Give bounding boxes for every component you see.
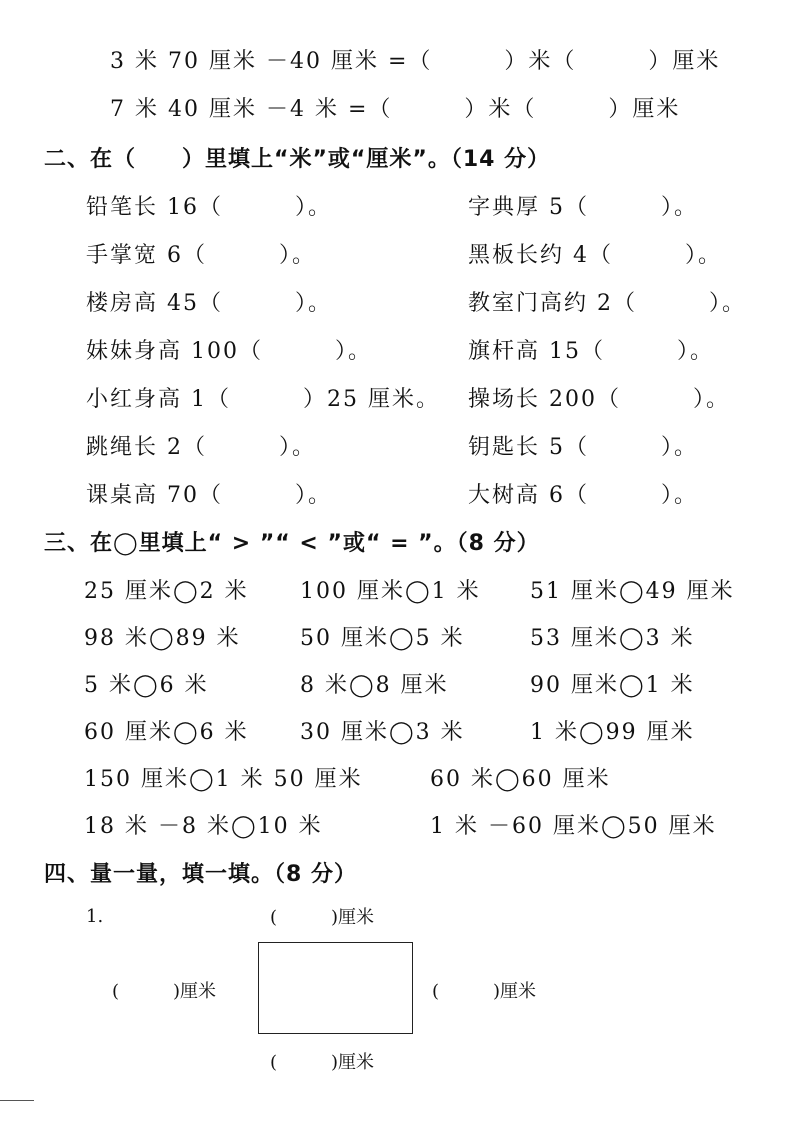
left-side-label: ( )厘米 xyxy=(112,981,217,1002)
fill-item: 手掌宽 6（ ）。 xyxy=(86,243,316,268)
top-side-label: ( )厘米 xyxy=(270,907,375,928)
compare-item: 50 厘米◯5 米 xyxy=(300,626,465,651)
compare-item: 1 米 －60 厘米◯50 厘米 xyxy=(430,814,717,839)
fill-item: 钥匙长 5（ ）。 xyxy=(468,435,698,460)
section-heading: 三、在◯里填上“ > ”“ < ”或“ = ”。（8 分） xyxy=(44,531,540,556)
item-number: 1. xyxy=(86,906,104,927)
fill-item: 铅笔长 16（ ）。 xyxy=(86,195,332,220)
compare-item: 18 米 －8 米◯10 米 xyxy=(84,814,323,839)
problem-line: 3 米 70 厘米 －40 厘米 =（ ）米（ ）厘米 xyxy=(110,49,721,74)
compare-item: 51 厘米◯49 厘米 xyxy=(530,579,735,604)
section-heading: 四、量一量，填一填。（8 分） xyxy=(44,862,357,887)
measure-rectangle xyxy=(258,942,413,1034)
fill-item: 小红身高 1（ ）25 厘米。 xyxy=(86,387,440,412)
compare-item: 30 厘米◯3 米 xyxy=(300,720,465,745)
compare-item: 98 米◯89 米 xyxy=(84,626,241,651)
fill-item: 课桌高 70（ ）。 xyxy=(86,483,332,508)
fill-item: 旗杆高 15（ ）。 xyxy=(468,339,714,364)
fill-item: 大树高 6（ ）。 xyxy=(468,483,698,508)
compare-item: 90 厘米◯1 米 xyxy=(530,673,695,698)
compare-item: 8 米◯8 厘米 xyxy=(300,673,449,698)
fill-item: 妹妹身高 100（ ）。 xyxy=(86,339,372,364)
problem-line: 7 米 40 厘米 －4 米 =（ ）米（ ）厘米 xyxy=(110,97,681,122)
compare-item: 60 厘米◯6 米 xyxy=(84,720,249,745)
page-edge-mark xyxy=(0,1100,34,1101)
section-heading: 二、在（ ）里填上“米”或“厘米”。（14 分） xyxy=(44,147,551,172)
compare-item: 53 厘米◯3 米 xyxy=(530,626,695,651)
compare-item: 1 米◯99 厘米 xyxy=(530,720,695,745)
fill-item: 操场长 200（ ）。 xyxy=(468,387,730,412)
compare-item: 25 厘米◯2 米 xyxy=(84,579,249,604)
fill-item: 教室门高约 2（ ）。 xyxy=(468,291,746,316)
fill-item: 楼房高 45（ ）。 xyxy=(86,291,332,316)
fill-item: 黑板长约 4（ ）。 xyxy=(468,243,722,268)
fill-item: 字典厚 5（ ）。 xyxy=(468,195,698,220)
compare-item: 60 米◯60 厘米 xyxy=(430,767,611,792)
compare-item: 150 厘米◯1 米 50 厘米 xyxy=(84,767,363,792)
right-side-label: ( )厘米 xyxy=(432,981,537,1002)
bottom-side-label: ( )厘米 xyxy=(270,1052,375,1073)
compare-item: 5 米◯6 米 xyxy=(84,673,209,698)
compare-item: 100 厘米◯1 米 xyxy=(300,579,481,604)
fill-item: 跳绳长 2（ ）。 xyxy=(86,435,316,460)
